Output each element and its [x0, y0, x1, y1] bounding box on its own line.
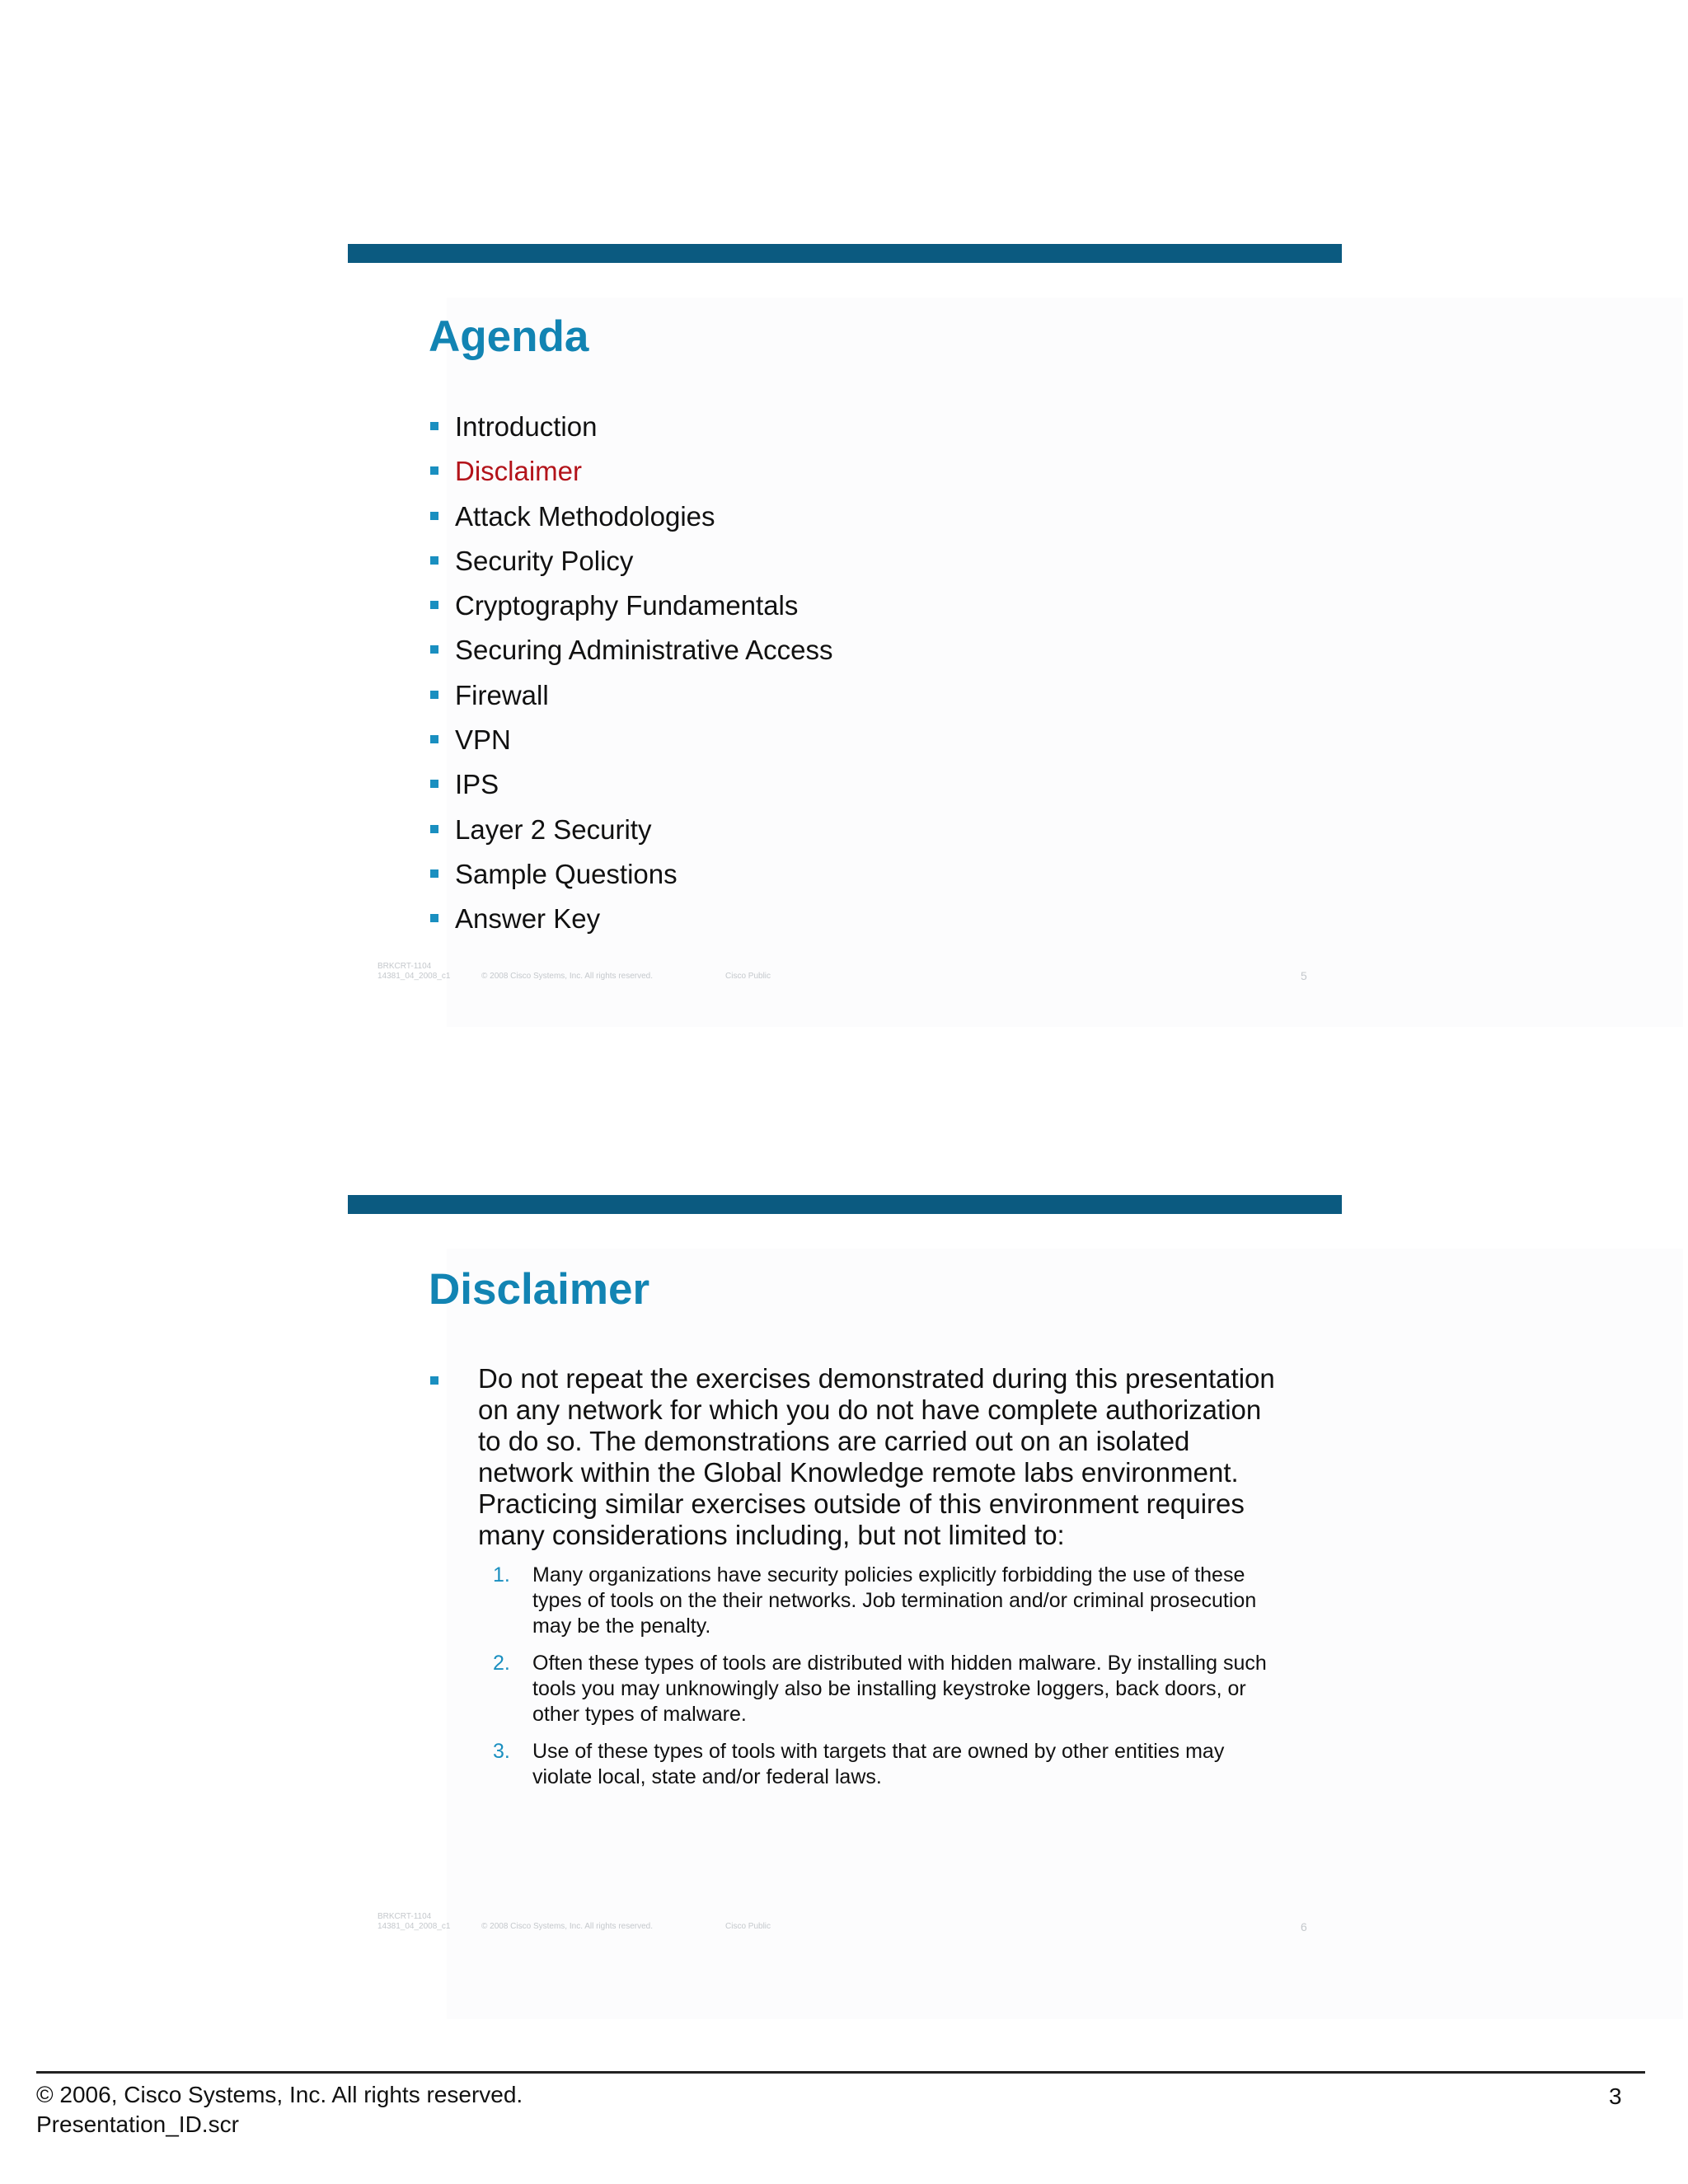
session-id: BRKCRT-1104: [377, 1912, 432, 1921]
disclaimer-body: [429, 1363, 1286, 1802]
slide-footer: [377, 962, 771, 982]
square-bullet-icon: [430, 869, 438, 878]
square-bullet-icon: [430, 914, 438, 922]
agenda-item: Disclaimer: [429, 455, 833, 499]
square-bullet-icon: [430, 1376, 438, 1385]
disclaimer-paragraph: Do not repeat the exercises demonstrated during this presentation on any network for which you do not have complete authorization to do so. The demonstrations are carried out on an isolated network within the Global Knowledge remote labs environment. Practicing similar exercises outside of this environment requires many considerations including, but not limited to:: [478, 1363, 1275, 1550]
agenda-item: IPS: [429, 768, 833, 813]
classification: Cisco Public: [725, 972, 771, 981]
agenda-item: Securing Administrative Access: [429, 634, 833, 678]
footer-divider: [36, 2071, 1645, 2074]
page-footer: [36, 2080, 523, 2139]
agenda-item: Sample Questions: [429, 858, 833, 902]
square-bullet-icon: [430, 645, 438, 654]
slide-copyright: © 2008 Cisco Systems, Inc. All rights reserved.: [481, 1922, 654, 1931]
slide-header-bar: [348, 244, 1342, 263]
slide-header-bar: [348, 1195, 1342, 1214]
consideration-item: 2. Often these types of tools are distributed with hidden malware. By installing such tools you may unknowingly also be installing keystroke loggers, back doors, or other types of malware.: [493, 1652, 1267, 1726]
slide-agenda: [348, 244, 1342, 1027]
square-bullet-icon: [430, 512, 438, 520]
slide-number: 5: [1301, 969, 1307, 982]
considerations-list: [429, 1563, 1286, 1790]
page-number: 3: [1609, 2083, 1622, 2109]
deck-id: 14381_04_2008_c1: [377, 972, 451, 981]
classification: Cisco Public: [725, 1922, 771, 1931]
page-filename: Presentation_ID.scr: [36, 2111, 239, 2137]
item-number: 2.: [493, 1652, 510, 1675]
agenda-item: Security Policy: [429, 545, 833, 589]
session-id: BRKCRT-1104: [377, 962, 432, 971]
agenda-item: Answer Key: [429, 902, 833, 947]
agenda-list: [429, 410, 833, 948]
agenda-item: Attack Methodologies: [429, 500, 833, 545]
square-bullet-icon: [430, 691, 438, 699]
square-bullet-icon: [430, 601, 438, 609]
agenda-item: VPN: [429, 724, 833, 768]
agenda-item: Layer 2 Security: [429, 813, 833, 858]
item-number: 3.: [493, 1740, 510, 1763]
agenda-item: Introduction: [429, 410, 833, 455]
slide-footer: [377, 1912, 771, 1932]
deck-id: 14381_04_2008_c1: [377, 1922, 451, 1931]
agenda-item: Cryptography Fundamentals: [429, 589, 833, 634]
square-bullet-icon: [430, 780, 438, 788]
item-number: 1.: [493, 1563, 510, 1586]
slide-title: Disclaimer: [429, 1265, 650, 1314]
consideration-item: 3. Use of these types of tools with targets that are owned by other entities may violate local, state and/or federal laws.: [493, 1740, 1225, 1788]
slide-number: 6: [1301, 1920, 1307, 1933]
square-bullet-icon: [430, 825, 438, 833]
square-bullet-icon: [430, 422, 438, 430]
square-bullet-icon: [430, 556, 438, 565]
slide-disclaimer: [348, 1195, 1342, 2019]
slide-copyright: © 2008 Cisco Systems, Inc. All rights reserved.: [481, 972, 654, 981]
agenda-item: Firewall: [429, 679, 833, 724]
square-bullet-icon: [430, 466, 438, 475]
slide-title: Agenda: [429, 312, 589, 361]
page-copyright: © 2006, Cisco Systems, Inc. All rights reserved.: [36, 2082, 523, 2107]
square-bullet-icon: [430, 735, 438, 743]
consideration-item: 1. Many organizations have security policies explicitly forbidding the use of these types of tools on the their networks. Job termination and/or criminal prosecution may be the penalty.: [493, 1563, 1257, 1638]
